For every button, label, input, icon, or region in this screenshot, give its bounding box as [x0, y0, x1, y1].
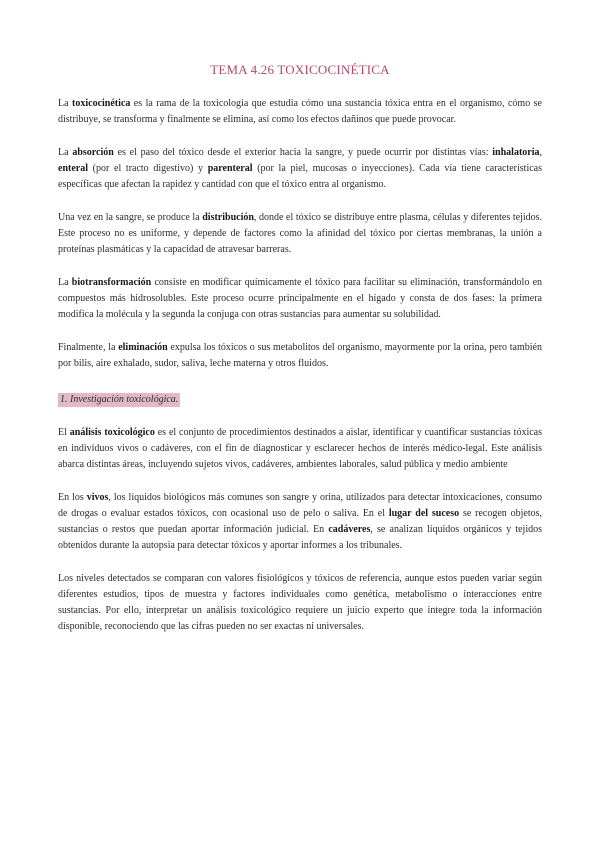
text: En los — [58, 492, 87, 503]
term-absorcion: absorción — [72, 147, 114, 158]
term-vivos: vivos — [86, 492, 109, 503]
text: (por el tracto digestivo) y — [88, 163, 208, 174]
text: La — [58, 147, 73, 158]
text: La — [58, 98, 73, 109]
paragraph-distribucion — [58, 210, 542, 258]
text: , los líquidos biológicos más comunes son sangre y orina, utilizados para detectar intoxicaciones, consumo de drogas o evaluar estados tóxicos, con ocasional uso de pelo o saliva. En el — [58, 492, 542, 519]
paragraph-muestras — [58, 490, 542, 554]
text: Una vez en la sangre, se produce la — [58, 212, 203, 223]
term-cadaveres: cadáveres — [328, 524, 371, 535]
section-heading: 1. Investigación toxicológica. — [60, 394, 179, 405]
text: , se analizan líquidos orgánicos y tejidos obtenidos durante la autopsia para detectar tóxicos y aportar informes a los tribunales. — [58, 524, 543, 551]
paragraph-biotransformacion — [58, 275, 542, 323]
paragraph-eliminacion — [58, 340, 542, 372]
paragraph-niveles: Los niveles detectados se comparan con valores fisiológicos y tóxicos de referencia, aunque estos pueden variar según diferentes estudios, tipos de muestra y factores individuales como genética, metabolismo o interacciones entre sustancias. Por ello, interpretar un análisis toxicológico requiere un juicio experto que integre toda la información disponible, reconociendo que las cifras pueden no ser exactas ni universales. — [58, 573, 542, 632]
paragraph-analisis — [58, 425, 542, 473]
text: es la rama de la toxicología que estudia cómo una sustancia tóxica entra en el organismo, cómo se distribuye, se transforma y finalmente se elimina, así como los efectos dañinos que puede provocar. — [58, 98, 542, 125]
text: La — [58, 277, 72, 288]
text: consiste en modificar químicamente el tóxico para facilitar su eliminación, transformándolo en compuestos más hidrosolubles. Este proceso ocurre principalmente en el hígado y consta de dos fases: la primera modifica la molécula y la segunda la conjuga con otras sustancias para aumentar su solubilidad. — [58, 277, 543, 320]
term-biotransformacion: biotransformación — [71, 277, 152, 288]
text: Finalmente, la — [58, 342, 119, 353]
paragraph-toxicocinetica — [58, 96, 542, 128]
term-eliminacion: eliminación — [118, 342, 168, 353]
paragraph-absorcion — [58, 145, 542, 193]
term-inhalatoria: inhalatoria — [492, 147, 540, 158]
term-analisis-toxicologico: análisis toxicológico — [69, 427, 155, 438]
text: , donde el tóxico se distribuye entre plasma, células y diferentes tejidos. Este proceso no es uniforme, y depende de factores como la afinidad del tóxico por ciertas membranas, la unión a proteínas plasmáticas y la capacidad de atravesar barreras. — [58, 212, 543, 255]
text: (por la piel, mucosas o inyecciones). Cada vía tiene características específicas que afectan la rapidez y cantidad con que el tóxico entra al organismo. — [58, 163, 542, 190]
text: se recogen objetos, sustancias o restos que puedan aportar información judicial. En — [58, 508, 542, 535]
term-lugar-del-suceso: lugar del suceso — [388, 508, 460, 519]
text: expulsa los tóxicos o sus metabolitos del organismo, mayormente por la orina, pero también por bilis, aire exhalado, sudor, saliva, leche materna y otros fluidos. — [58, 342, 542, 369]
page-title: TEMA 4.26 TOXICOCINÉTICA — [210, 62, 390, 77]
term-distribucion: distribución — [202, 212, 254, 223]
term-toxicocinetica: toxicocinética — [72, 98, 131, 109]
term-enteral: enteral — [58, 163, 88, 174]
text: , — [539, 147, 542, 158]
text: es el paso del tóxico desde el exterior hacia la sangre, y puede ocurrir por distintas vías: — [113, 147, 493, 158]
text: El — [58, 427, 70, 438]
term-parenteral: parenteral — [207, 163, 253, 174]
text: es el conjunto de procedimientos destinados a aislar, identificar y cuantificar sustancias tóxicas en individuos vivos o cadáveres, con el fin de diagnosticar y esclarecer hechos de interés médico-legal. Este análisis abarca distintas áreas, incluyendo sujetos vivos, cadáveres, ambientes laborales, salud pública y medio ambiente — [58, 427, 542, 470]
